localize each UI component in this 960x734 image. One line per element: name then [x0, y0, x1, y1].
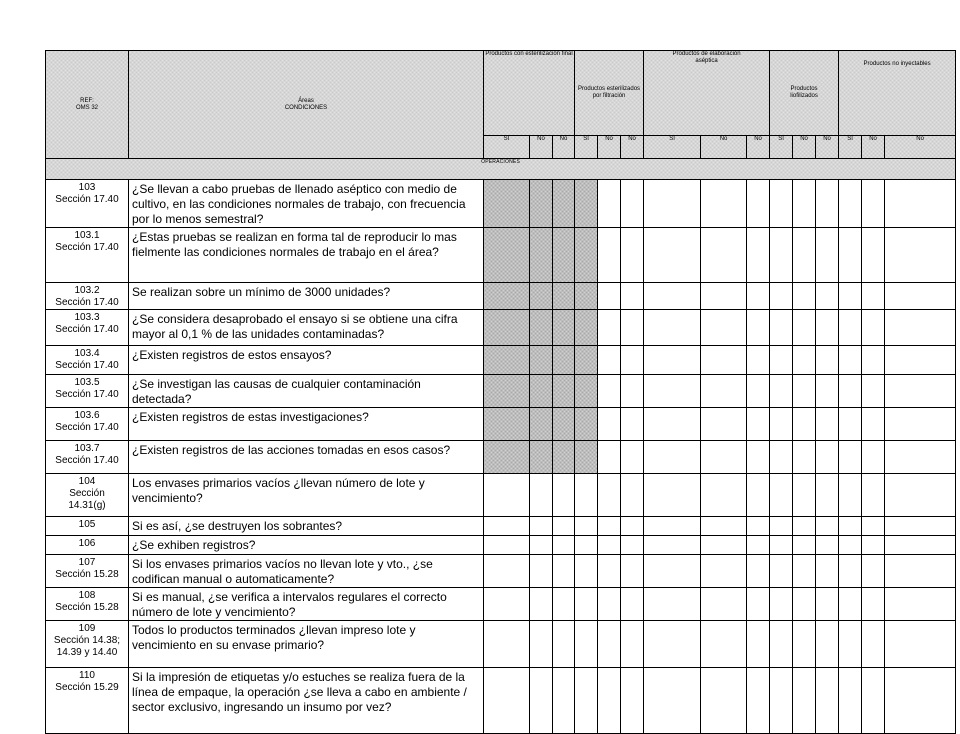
answer-cell[interactable]	[621, 346, 644, 375]
row-question: ¿Se investigan las causas de cualquier contaminación detectada?	[129, 375, 484, 408]
areas-header	[129, 51, 484, 159]
answer-cell[interactable]	[770, 588, 793, 621]
answer-cell[interactable]	[747, 441, 770, 474]
answer-cell[interactable]	[770, 517, 793, 536]
answer-cell[interactable]	[770, 283, 793, 310]
answer-cell[interactable]	[747, 310, 770, 346]
answer-cell[interactable]	[575, 668, 598, 734]
answer-cell[interactable]	[793, 555, 816, 588]
table-row	[46, 621, 956, 668]
row-reference: 103.1 Sección 17.40	[46, 228, 129, 283]
answer-cell[interactable]	[621, 668, 644, 734]
ref-label: REF:	[80, 97, 94, 104]
answer-cell[interactable]	[862, 408, 885, 441]
answer-cell[interactable]	[793, 474, 816, 517]
answer-cell[interactable]	[484, 228, 530, 283]
answer-cell[interactable]	[530, 474, 553, 517]
group-header-liofilizados: Productos liofilizados	[770, 51, 839, 136]
answer-cell[interactable]	[575, 228, 598, 283]
answer-cell[interactable]	[530, 346, 553, 375]
answer-cell[interactable]	[484, 441, 530, 474]
ref-header	[46, 51, 129, 159]
answer-cell[interactable]	[862, 346, 885, 375]
answer-cell[interactable]	[816, 588, 839, 621]
answer-cell[interactable]	[885, 310, 956, 346]
answer-cell[interactable]	[530, 408, 553, 441]
row-question: Los envases primarios vacíos ¿llevan número de lote y vencimiento?	[129, 474, 484, 517]
table-row	[46, 346, 956, 375]
answer-cell[interactable]	[885, 283, 956, 310]
answer-cell[interactable]	[598, 588, 621, 621]
answer-cell[interactable]	[839, 668, 862, 734]
answer-cell[interactable]	[701, 588, 747, 621]
answer-cell[interactable]	[621, 310, 644, 346]
answer-cell[interactable]	[644, 441, 701, 474]
answer-cell[interactable]	[553, 228, 575, 283]
answer-cell[interactable]	[747, 474, 770, 517]
answer-cell[interactable]	[598, 228, 621, 283]
answer-cell[interactable]	[644, 517, 701, 536]
row-reference: 104 Sección 14.31(g)	[46, 474, 129, 517]
answer-cell[interactable]	[885, 375, 956, 408]
answer-cell[interactable]	[530, 517, 553, 536]
answer-cell[interactable]	[839, 408, 862, 441]
answer-cell[interactable]	[793, 408, 816, 441]
answer-column-header: SI	[484, 136, 530, 159]
checklist-sheet	[45, 50, 955, 734]
answer-cell[interactable]	[816, 555, 839, 588]
answer-cell[interactable]	[598, 555, 621, 588]
answer-cell[interactable]	[885, 555, 956, 588]
answer-cell[interactable]	[484, 588, 530, 621]
answer-cell[interactable]	[862, 668, 885, 734]
table-row	[46, 555, 956, 588]
row-reference: 103.3 Sección 17.40	[46, 310, 129, 346]
answer-cell[interactable]	[553, 668, 575, 734]
answer-column-header: No	[862, 136, 885, 159]
answer-cell[interactable]	[747, 180, 770, 228]
answer-cell[interactable]	[839, 283, 862, 310]
operations-header: OPERACIONES	[46, 159, 956, 180]
answer-cell[interactable]	[701, 180, 747, 228]
answer-cell[interactable]	[747, 228, 770, 283]
answer-cell[interactable]	[621, 474, 644, 517]
answer-cell[interactable]	[530, 621, 553, 668]
answer-cell[interactable]	[598, 180, 621, 228]
answer-cell[interactable]	[553, 536, 575, 555]
answer-cell[interactable]	[575, 441, 598, 474]
ref-code: OMS 32	[75, 104, 98, 111]
answer-cell[interactable]	[553, 517, 575, 536]
answer-column-header: SI	[575, 136, 598, 159]
row-reference: 103.7 Sección 17.40	[46, 441, 129, 474]
answer-cell[interactable]	[839, 474, 862, 517]
answer-cell[interactable]	[575, 180, 598, 228]
group-header-no-inyectables: Productos no inyectables	[839, 51, 956, 136]
answer-cell[interactable]	[816, 668, 839, 734]
row-reference: 103.5 Sección 17.40	[46, 375, 129, 408]
answer-cell[interactable]	[553, 283, 575, 310]
answer-cell[interactable]	[885, 408, 956, 441]
answer-cell[interactable]	[770, 180, 793, 228]
answer-cell[interactable]	[816, 474, 839, 517]
answer-column-header: No	[793, 136, 816, 159]
table-row	[46, 517, 956, 536]
answer-cell[interactable]	[701, 474, 747, 517]
answer-cell[interactable]	[553, 346, 575, 375]
answer-cell[interactable]	[862, 621, 885, 668]
answer-column-header: SI	[770, 136, 793, 159]
answer-cell[interactable]	[484, 536, 530, 555]
answer-cell[interactable]	[793, 228, 816, 283]
row-question: Si es así, ¿se destruyen los sobrantes?	[129, 517, 484, 536]
answer-cell[interactable]	[793, 310, 816, 346]
answer-cell[interactable]	[885, 536, 956, 555]
answer-cell[interactable]	[484, 555, 530, 588]
answer-cell[interactable]	[839, 441, 862, 474]
answer-cell[interactable]	[747, 536, 770, 555]
answer-cell[interactable]	[644, 310, 701, 346]
answer-cell[interactable]	[598, 517, 621, 536]
answer-cell[interactable]	[644, 668, 701, 734]
answer-cell[interactable]	[553, 555, 575, 588]
answer-cell[interactable]	[701, 536, 747, 555]
answer-cell[interactable]	[484, 346, 530, 375]
answer-cell[interactable]	[575, 310, 598, 346]
answer-cell[interactable]	[598, 310, 621, 346]
answer-cell[interactable]	[530, 310, 553, 346]
answer-cell[interactable]	[747, 375, 770, 408]
row-reference: 106	[46, 536, 129, 555]
answer-cell[interactable]	[793, 517, 816, 536]
answer-cell[interactable]	[885, 474, 956, 517]
answer-cell[interactable]	[816, 283, 839, 310]
answer-cell[interactable]	[885, 668, 956, 734]
answer-cell[interactable]	[598, 441, 621, 474]
answer-cell[interactable]	[621, 408, 644, 441]
answer-column-header: SI	[644, 136, 701, 159]
answer-cell[interactable]	[793, 375, 816, 408]
answer-cell[interactable]	[701, 555, 747, 588]
answer-cell[interactable]	[701, 621, 747, 668]
answer-cell[interactable]	[575, 283, 598, 310]
row-question: Si los envases primarios vacíos no llevan lote y vto., ¿se codifican manual o automaticamente?	[129, 555, 484, 588]
answer-cell[interactable]	[816, 180, 839, 228]
answer-cell[interactable]	[575, 588, 598, 621]
answer-cell[interactable]	[621, 180, 644, 228]
row-reference: 103.2 Sección 17.40	[46, 283, 129, 310]
answer-cell[interactable]	[747, 555, 770, 588]
group-header-filtracion: Productos esterilizados por filtración	[575, 51, 644, 136]
answer-cell[interactable]	[621, 621, 644, 668]
answer-cell[interactable]	[530, 555, 553, 588]
row-question: ¿Existen registros de estos ensayos?	[129, 346, 484, 375]
answer-cell[interactable]	[862, 283, 885, 310]
answer-cell[interactable]	[816, 536, 839, 555]
answer-cell[interactable]	[816, 346, 839, 375]
row-question: Si es manual, ¿se verifica a intervalos regulares el correcto número de lote y vencimiento?	[129, 588, 484, 621]
answer-cell[interactable]	[885, 441, 956, 474]
row-reference: 105	[46, 517, 129, 536]
answer-cell[interactable]	[839, 517, 862, 536]
answer-cell[interactable]	[484, 668, 530, 734]
answer-cell[interactable]	[530, 536, 553, 555]
answer-cell[interactable]	[701, 408, 747, 441]
answer-cell[interactable]	[862, 517, 885, 536]
answer-cell[interactable]	[701, 346, 747, 375]
answer-cell[interactable]	[530, 441, 553, 474]
answer-cell[interactable]	[885, 621, 956, 668]
answer-cell[interactable]	[553, 588, 575, 621]
answer-cell[interactable]	[598, 408, 621, 441]
answer-cell[interactable]	[598, 536, 621, 555]
answer-cell[interactable]	[701, 375, 747, 408]
answer-cell[interactable]	[575, 621, 598, 668]
answer-cell[interactable]	[484, 180, 530, 228]
answer-cell[interactable]	[770, 621, 793, 668]
answer-cell[interactable]	[701, 517, 747, 536]
answer-cell[interactable]	[621, 588, 644, 621]
answer-cell[interactable]	[770, 668, 793, 734]
answer-column-header: No	[816, 136, 839, 159]
inspection-table	[45, 50, 956, 734]
answer-cell[interactable]	[553, 180, 575, 228]
answer-cell[interactable]	[553, 375, 575, 408]
answer-cell[interactable]	[885, 228, 956, 283]
answer-cell[interactable]	[598, 474, 621, 517]
answer-cell[interactable]	[862, 555, 885, 588]
answer-cell[interactable]	[747, 346, 770, 375]
answer-cell[interactable]	[575, 517, 598, 536]
row-question: ¿Existen registros de estas investigaciones?	[129, 408, 484, 441]
answer-cell[interactable]	[862, 588, 885, 621]
table-row	[46, 180, 956, 228]
answer-cell[interactable]	[575, 474, 598, 517]
table-row	[46, 375, 956, 408]
answer-cell[interactable]	[839, 346, 862, 375]
answer-cell[interactable]	[530, 668, 553, 734]
row-question: ¿Se exhiben registros?	[129, 536, 484, 555]
table-row	[46, 228, 956, 283]
answer-cell[interactable]	[793, 283, 816, 310]
row-question: Se realizan sobre un mínimo de 3000 unidades?	[129, 283, 484, 310]
answer-cell[interactable]	[747, 517, 770, 536]
answer-cell[interactable]	[621, 228, 644, 283]
answer-cell[interactable]	[598, 283, 621, 310]
answer-cell[interactable]	[747, 408, 770, 441]
group-header-esterilizacion-final: Productos con esterilización final	[484, 51, 575, 136]
answer-cell[interactable]	[701, 283, 747, 310]
answer-cell[interactable]	[770, 228, 793, 283]
answer-cell[interactable]	[862, 441, 885, 474]
answer-cell[interactable]	[644, 588, 701, 621]
answer-column-header: No	[598, 136, 621, 159]
answer-cell[interactable]	[484, 517, 530, 536]
answer-cell[interactable]	[839, 588, 862, 621]
table-row	[46, 310, 956, 346]
answer-cell[interactable]	[793, 441, 816, 474]
answer-cell[interactable]	[701, 228, 747, 283]
table-row	[46, 283, 956, 310]
answer-column-header: No	[747, 136, 770, 159]
answer-cell[interactable]	[770, 441, 793, 474]
answer-cell[interactable]	[770, 346, 793, 375]
answer-cell[interactable]	[885, 346, 956, 375]
group-header-aseptica: Productos de elaboración aséptica	[644, 51, 770, 136]
answer-cell[interactable]	[839, 621, 862, 668]
answer-cell[interactable]	[530, 588, 553, 621]
answer-cell[interactable]	[816, 228, 839, 283]
table-row	[46, 474, 956, 517]
answer-cell[interactable]	[862, 180, 885, 228]
row-reference: 109 Sección 14.38; 14.39 y 14.40	[46, 621, 129, 668]
row-question: Si la impresión de etiquetas y/o estuches se realiza fuera de la línea de empaque, la operación ¿se lleva a cabo en ambiente / sector exclusivo, ingresando un insumo por vez?	[129, 668, 484, 734]
answer-cell[interactable]	[598, 668, 621, 734]
answer-cell[interactable]	[575, 536, 598, 555]
answer-cell[interactable]	[530, 180, 553, 228]
answer-cell[interactable]	[530, 375, 553, 408]
answer-cell[interactable]	[644, 346, 701, 375]
row-question: ¿Se llevan a cabo pruebas de llenado aséptico con medio de cultivo, en las condiciones normales de trabajo, con frecuencia por lo menos semestral?	[129, 180, 484, 228]
table-row	[46, 441, 956, 474]
answer-cell[interactable]	[747, 621, 770, 668]
answer-cell[interactable]	[644, 228, 701, 283]
answer-cell[interactable]	[621, 536, 644, 555]
answer-cell[interactable]	[770, 474, 793, 517]
row-reference: 103 Sección 17.40	[46, 180, 129, 228]
answer-cell[interactable]	[816, 375, 839, 408]
answer-cell[interactable]	[644, 408, 701, 441]
answer-cell[interactable]	[770, 408, 793, 441]
answer-cell[interactable]	[553, 310, 575, 346]
answer-cell[interactable]	[885, 588, 956, 621]
answer-cell[interactable]	[747, 668, 770, 734]
answer-cell[interactable]	[484, 283, 530, 310]
row-reference: 110 Sección 15.29	[46, 668, 129, 734]
answer-cell[interactable]	[862, 536, 885, 555]
answer-cell[interactable]	[484, 621, 530, 668]
answer-cell[interactable]	[816, 441, 839, 474]
answer-cell[interactable]	[816, 621, 839, 668]
answer-cell[interactable]	[862, 228, 885, 283]
answer-cell[interactable]	[553, 408, 575, 441]
answer-cell[interactable]	[644, 180, 701, 228]
answer-cell[interactable]	[701, 668, 747, 734]
answer-cell[interactable]	[575, 555, 598, 588]
answer-cell[interactable]	[770, 375, 793, 408]
answer-cell[interactable]	[793, 536, 816, 555]
answer-cell[interactable]	[621, 441, 644, 474]
answer-cell[interactable]	[621, 555, 644, 588]
table-row	[46, 408, 956, 441]
answer-cell[interactable]	[484, 408, 530, 441]
answer-column-header: No	[553, 136, 575, 159]
answer-cell[interactable]	[747, 283, 770, 310]
answer-cell[interactable]	[701, 441, 747, 474]
row-reference: 103.4 Sección 17.40	[46, 346, 129, 375]
answer-cell[interactable]	[793, 180, 816, 228]
answer-cell[interactable]	[839, 555, 862, 588]
row-question: ¿Estas pruebas se realizan en forma tal de reproducir lo mas fielmente las condiciones normales de trabajo en el área?	[129, 228, 484, 283]
answer-cell[interactable]	[484, 474, 530, 517]
answer-cell[interactable]	[553, 441, 575, 474]
answer-column-header: No	[530, 136, 553, 159]
answer-cell[interactable]	[484, 375, 530, 408]
answer-cell[interactable]	[862, 375, 885, 408]
condition-label: CONDICIONES	[284, 104, 328, 111]
answer-cell[interactable]	[885, 180, 956, 228]
row-reference: 108 Sección 15.28	[46, 588, 129, 621]
answer-column-header: SI	[839, 136, 862, 159]
table-row	[46, 668, 956, 734]
answer-cell[interactable]	[793, 346, 816, 375]
row-question: ¿Existen registros de las acciones tomadas en esos casos?	[129, 441, 484, 474]
answer-cell[interactable]	[839, 375, 862, 408]
answer-cell[interactable]	[575, 346, 598, 375]
answer-column-header: No	[885, 136, 956, 159]
answer-cell[interactable]	[747, 588, 770, 621]
answer-column-header: No	[701, 136, 747, 159]
answer-cell[interactable]	[598, 375, 621, 408]
row-question: ¿Se considera desaprobado el ensayo si se obtiene una cifra mayor al 0,1 % de las unidades contaminadas?	[129, 310, 484, 346]
answer-cell[interactable]	[621, 283, 644, 310]
answer-cell[interactable]	[816, 310, 839, 346]
answer-cell[interactable]	[644, 536, 701, 555]
answer-cell[interactable]	[644, 375, 701, 408]
answer-cell[interactable]	[839, 310, 862, 346]
answer-cell[interactable]	[770, 555, 793, 588]
answer-cell[interactable]	[644, 621, 701, 668]
row-reference: 103.6 Sección 17.40	[46, 408, 129, 441]
answer-cell[interactable]	[816, 408, 839, 441]
answer-cell[interactable]	[621, 517, 644, 536]
row-reference: 107 Sección 15.28	[46, 555, 129, 588]
answer-cell[interactable]	[862, 474, 885, 517]
answer-cell[interactable]	[793, 588, 816, 621]
row-question: Todos lo productos terminados ¿llevan impreso lote y vencimiento en su envase primario?	[129, 621, 484, 668]
answer-cell[interactable]	[793, 668, 816, 734]
areas-label: Áreas	[298, 97, 314, 104]
answer-cell[interactable]	[484, 310, 530, 346]
answer-cell[interactable]	[885, 517, 956, 536]
answer-cell[interactable]	[770, 536, 793, 555]
answer-cell[interactable]	[644, 474, 701, 517]
answer-cell[interactable]	[816, 517, 839, 536]
answer-cell[interactable]	[644, 283, 701, 310]
answer-cell[interactable]	[839, 228, 862, 283]
answer-cell[interactable]	[575, 408, 598, 441]
answer-cell[interactable]	[770, 310, 793, 346]
answer-column-header: No	[621, 136, 644, 159]
answer-cell[interactable]	[862, 310, 885, 346]
answer-cell[interactable]	[839, 536, 862, 555]
answer-cell[interactable]	[621, 375, 644, 408]
table-row	[46, 588, 956, 621]
answer-cell[interactable]	[793, 621, 816, 668]
answer-cell[interactable]	[553, 621, 575, 668]
answer-cell[interactable]	[598, 346, 621, 375]
answer-cell[interactable]	[598, 621, 621, 668]
answer-cell[interactable]	[575, 375, 598, 408]
answer-cell[interactable]	[839, 180, 862, 228]
answer-cell[interactable]	[701, 310, 747, 346]
table-row	[46, 536, 956, 555]
answer-cell[interactable]	[553, 474, 575, 517]
answer-cell[interactable]	[530, 228, 553, 283]
answer-cell[interactable]	[530, 283, 553, 310]
answer-cell[interactable]	[644, 555, 701, 588]
